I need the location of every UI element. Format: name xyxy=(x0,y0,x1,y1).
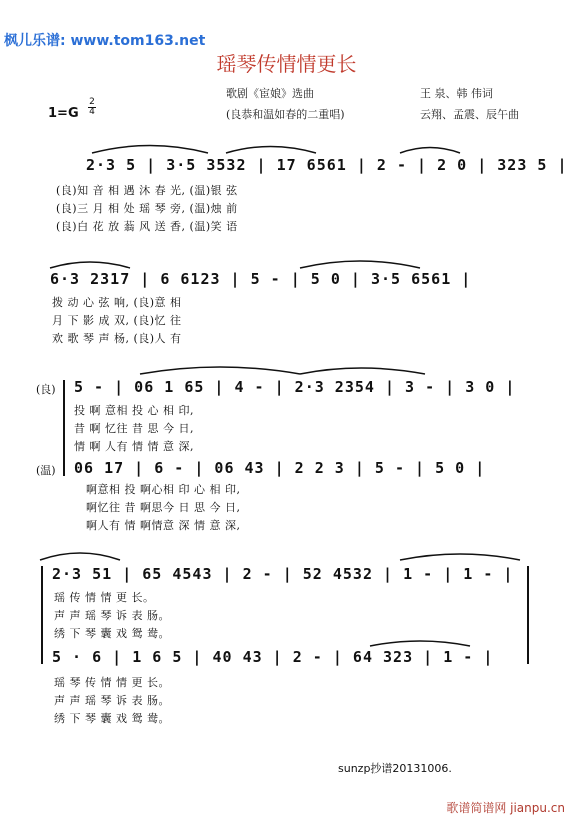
time-signature-num: 2 xyxy=(89,97,95,107)
lyrics-4l-3: 绣 下 琴 囊 戏 鸳 鸯。 xyxy=(54,712,170,725)
composers-text: 云翔、孟震、辰午曲 xyxy=(420,108,519,121)
lyrics-3l-2: 啊忆往 昔 啊思今 日 思 今 日, xyxy=(86,501,241,514)
slur-6 xyxy=(140,367,300,374)
slur-8 xyxy=(40,553,120,560)
notes-system-3-upper: 5 - | 06 1 65 | 4 - | 2·3 2354 | 3 - | 3 0 | xyxy=(74,378,516,396)
key-signature: 1=G xyxy=(48,106,79,121)
notes-system-4-upper: 2·3 51 | 65 4543 | 2 - | 52 4532 | 1 - | 1 - | xyxy=(52,565,514,583)
lyricist-text: 王 泉、韩 伟词 xyxy=(420,87,493,100)
lyrics-3u-3: 情 啊 人有 情 情 意 深, xyxy=(74,440,194,453)
slur-7 xyxy=(300,368,425,374)
voice-label-wen: (温) xyxy=(36,464,56,477)
slur-2 xyxy=(226,147,316,154)
lyrics-2-2: 月 下 影 成 双, (良)忆 往 xyxy=(52,314,182,327)
lyrics-1-3: (良)白 花 放 蓊 风 送 香, (温)笑 语 xyxy=(56,220,238,233)
lyrics-4u-1: 瑶 传 情 情 更 长。 xyxy=(54,591,155,604)
slur-3 xyxy=(400,148,460,154)
lyrics-2-1: 拨 动 心 弦 响, (良)意 相 xyxy=(52,296,182,309)
lyrics-3l-3: 啊人有 情 啊情意 深 情 意 深, xyxy=(86,519,241,532)
voice-label-liang: (良) xyxy=(36,383,56,396)
site-watermark: 枫儿乐谱: www.tom163.net xyxy=(4,33,206,49)
bottom-watermark: 歌谱简谱网 jianpu.cn xyxy=(446,801,565,815)
lyrics-3u-2: 昔 啊 忆往 昔 思 今 日, xyxy=(74,422,194,435)
source-text: 歌剧《宦娘》选曲 xyxy=(226,87,314,100)
slur-4 xyxy=(50,262,130,268)
lyrics-4l-1: 瑶 琴 传 情 情 更 长。 xyxy=(54,676,170,689)
slur-10 xyxy=(370,641,470,646)
transcriber-note: sunzp抄谱20131006. xyxy=(338,762,452,775)
lyrics-4u-3: 绣 下 琴 囊 戏 鸳 鸯。 xyxy=(54,627,170,640)
lyrics-3u-1: 投 啊 意相 投 心 相 印, xyxy=(74,404,194,417)
lyrics-4u-2: 声 声 瑶 琴 诉 表 肠。 xyxy=(54,609,170,622)
lyrics-4l-2: 声 声 瑶 琴 诉 表 肠。 xyxy=(54,694,170,707)
notes-system-2: 6·3 2317 | 6 6123 | 5 - | 5 0 | 3·5 6561 | xyxy=(50,270,472,288)
performers-text: (良恭和温如春的二重唱) xyxy=(226,108,345,121)
slur-1 xyxy=(92,146,208,154)
lyrics-3l-1: 啊意相 投 啊心相 印 心 相 印, xyxy=(86,483,241,496)
time-signature-den: 4 xyxy=(89,107,95,117)
notes-system-1: 2·3 5 | 3·5 3532 | 17 6561 | 2 - | 2 0 | 323 5 | xyxy=(86,156,568,174)
song-title: 瑶琴传情情更长 xyxy=(216,52,357,76)
notes-system-3-lower: 06 17 | 6 - | 06 43 | 2 2 3 | 5 - | 5 0 | xyxy=(74,459,486,477)
lyrics-1-2: (良)三 月 相 处 瑶 琴 旁, (温)烛 前 xyxy=(56,202,238,215)
notes-system-4-lower: 5 · 6 | 1 6 5 | 40 43 | 2 - | 64 323 | 1 - | xyxy=(52,648,494,666)
slur-9 xyxy=(400,554,520,560)
slur-5 xyxy=(300,261,420,268)
lyrics-1-1: (良)知 音 相 遇 沐 春 光, (温)银 弦 xyxy=(56,184,238,197)
lyrics-2-3: 欢 歌 琴 声 杨, (良)人 有 xyxy=(52,332,182,345)
